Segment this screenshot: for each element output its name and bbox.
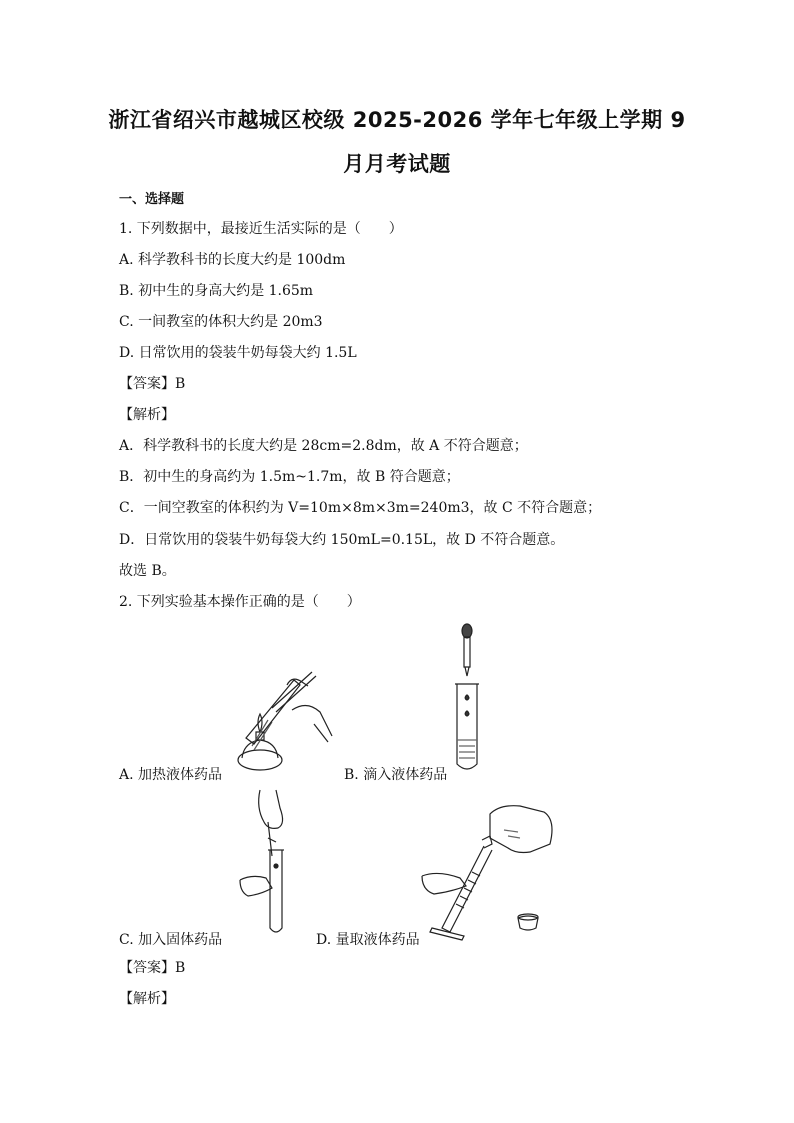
q2-analysis-header: 【解析】 xyxy=(119,991,175,1007)
q1-stem: 1. 下列数据中，最接近生活实际的是（ ） xyxy=(119,221,403,237)
doc-title-line2: 月月考试题 xyxy=(343,152,451,176)
section-heading: 一、选择题 xyxy=(119,192,185,207)
q1-conclusion: 故选 B。 xyxy=(119,563,176,579)
q1-analysis-d: D．日常饮用的袋装牛奶每袋大约 150mL=0.15L，故 D 不符合题意。 xyxy=(119,532,565,548)
fig-measuring-liquid xyxy=(420,800,560,940)
q2-stem: 2. 下列实验基本操作正确的是（ ） xyxy=(119,594,361,610)
q2-option-d: D. 量取液体药品 xyxy=(316,932,420,948)
q1-analysis-header: 【解析】 xyxy=(119,407,175,423)
q1-analysis-a: A．科学教科书的长度大约是 28cm=2.8dm，故 A 不符合题意； xyxy=(119,438,528,454)
fig-adding-solid xyxy=(238,788,308,938)
q1-option-c: C. 一间教室的体积大约是 20m3 xyxy=(119,314,323,330)
q1-option-b: B. 初中生的身高大约是 1.65m xyxy=(119,283,314,299)
q1-option-d: D. 日常饮用的袋装牛奶每袋大约 1.5L xyxy=(119,345,357,361)
fig-dropping-liquid xyxy=(452,622,482,772)
q2-answer: 【答案】B xyxy=(119,960,186,976)
q1-option-a: A. 科学教科书的长度大约是 100dm xyxy=(119,252,346,268)
q2-option-a: A. 加热液体药品 xyxy=(119,767,223,783)
q2-option-c: C. 加入固体药品 xyxy=(119,932,223,948)
q1-analysis-c: C．一间空教室的体积约为 V=10m×8m×3m=240m3，故 C 不符合题意； xyxy=(119,500,602,516)
fig-heating-liquid xyxy=(232,650,332,775)
q1-analysis-b: B．初中生的身高约为 1.5m~1.7m，故 B 符合题意； xyxy=(119,469,460,485)
doc-title-line1: 浙江省绍兴市越城区校级 2025-2026 学年七年级上学期 9 xyxy=(108,108,686,132)
q2-option-b: B. 滴入液体药品 xyxy=(344,767,448,783)
q1-answer: 【答案】B xyxy=(119,376,186,392)
